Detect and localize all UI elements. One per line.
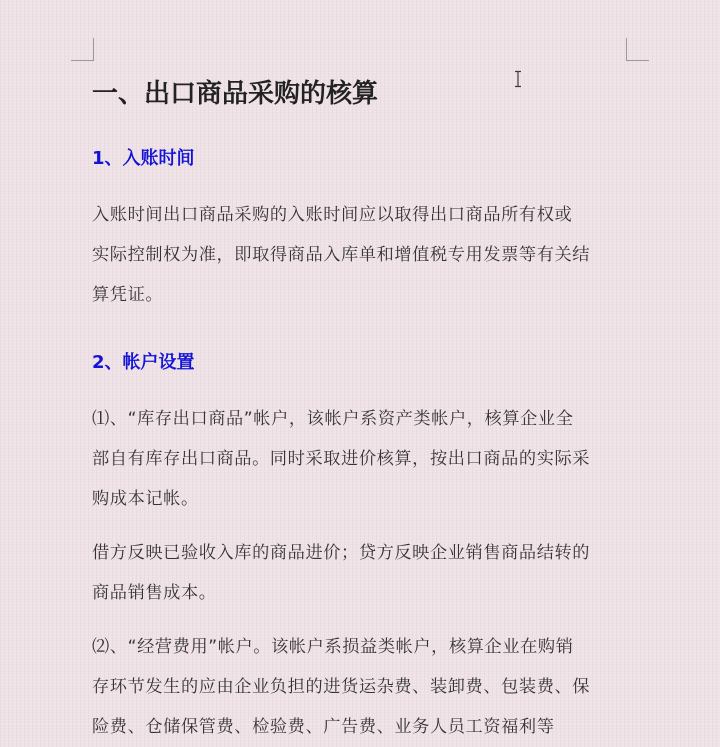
section-heading-entry-time: 1、入账时间: [92, 148, 195, 169]
paragraph-line: 实际控制权为准，即取得商品入库单和增值税专用发票等有关结: [92, 245, 591, 265]
paragraph-line: 存环节发生的应由企业负担的进货运杂费、装卸费、包装费、保: [92, 677, 591, 697]
margin-corner-top-left: [71, 38, 94, 61]
paragraph-line: 险费、仓储保管费、检验费、广告费、业务人员工资福利等: [92, 717, 555, 737]
paragraph-line: 商品销售成本。: [92, 583, 217, 603]
paragraph-line: ⑵、“经营费用”帐户。该帐户系损益类帐户，核算企业在购销: [92, 637, 574, 657]
document-title: 一、出口商品采购的核算: [92, 79, 379, 109]
paragraph-line: 入账时间出口商品采购的入账时间应以取得出口商品所有权或: [92, 205, 573, 225]
paragraph-line: ⑴、“库存出口商品”帐户，该帐户系资产类帐户，核算企业全: [92, 409, 574, 429]
paragraph-inventory-account: [92, 399, 632, 519]
paragraph-operating-expense: [92, 627, 632, 747]
paragraph-debit-credit: [92, 533, 632, 613]
paragraph-line: 购成本记帐。: [92, 489, 199, 509]
paragraph-line: 算凭证。: [92, 285, 164, 305]
section-heading-account-setup: 2、帐户设置: [92, 352, 195, 373]
paragraph-entry-time: [92, 195, 632, 315]
document-body[interactable]: [92, 72, 632, 747]
paragraph-line: 部自有库存出口商品。同时采取进价核算，按出口商品的实际采: [92, 449, 591, 469]
paragraph-line: 借方反映已验收入库的商品进价；贷方反映企业销售商品结转的: [92, 543, 591, 563]
margin-corner-top-right: [626, 38, 649, 61]
